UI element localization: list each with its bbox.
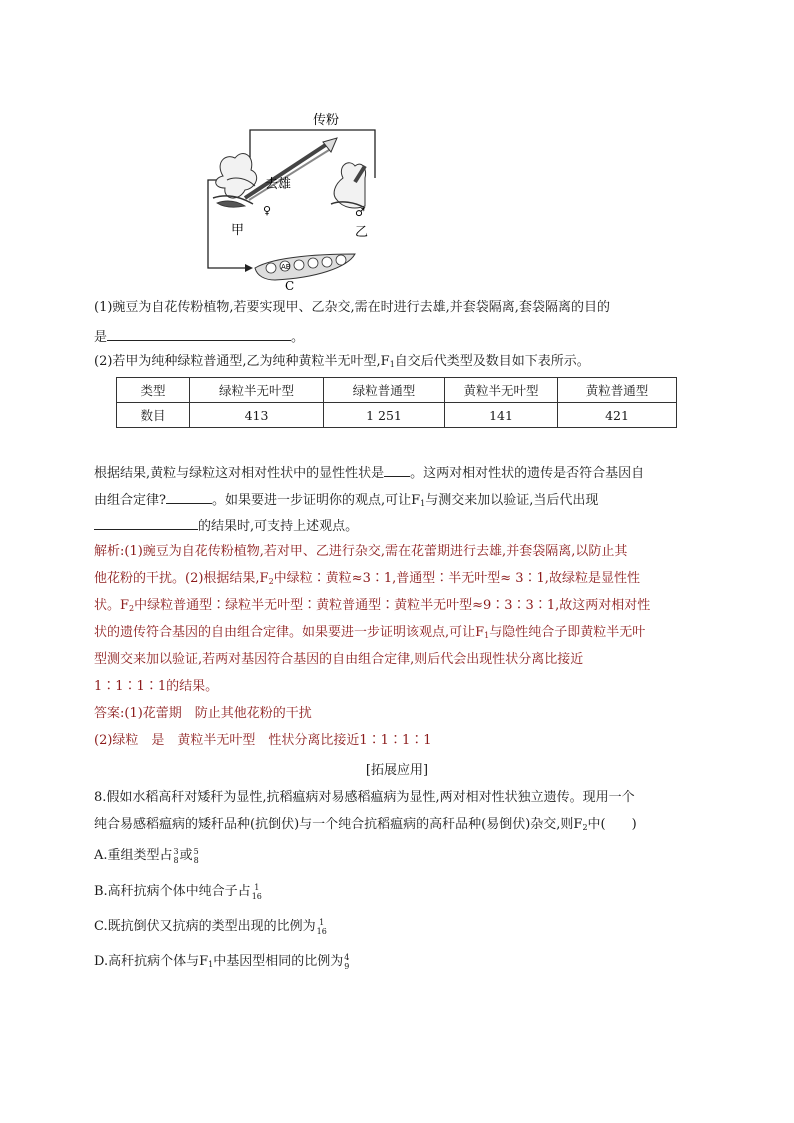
- option-d-sub: 1: [208, 960, 214, 969]
- table-cell: 141: [445, 403, 558, 428]
- fraction: [194, 847, 199, 865]
- analysis-line3-rest: 中绿粒普通型∶绿粒半无叶型∶黄粒普通型∶黄粒半无叶型≈9∶3∶3∶1,故这两对相对性: [134, 598, 651, 613]
- answer-line2: (2)绿粒 是 黄粒半无叶型 性状分离比接近1∶1∶1∶1: [94, 733, 432, 748]
- option-a-text: A.重组类型占: [94, 848, 173, 863]
- label-c: C: [285, 279, 295, 293]
- fraction: [174, 847, 179, 865]
- question-line3: [94, 515, 358, 537]
- fraction-denominator: 8: [173, 855, 179, 865]
- option-c-text: C.既抗倒伏又抗病的类型出现的比例为: [94, 919, 316, 934]
- flower-yi: [331, 163, 366, 208]
- option-d-text-b: 中基因型相同的比例为: [213, 954, 344, 969]
- table-cell: 421: [558, 403, 677, 428]
- fraction: [252, 883, 262, 901]
- question-line2-a: 由组合定律?: [94, 493, 166, 508]
- pea-hybridization-figure: [205, 108, 369, 293]
- fraction-numerator: 4: [344, 952, 350, 962]
- fraction: [317, 918, 327, 936]
- q1-line2: [94, 326, 304, 348]
- table-header-cell: 绿粒半无叶型: [190, 378, 324, 403]
- q8-line2-b: 中( ): [587, 817, 637, 832]
- label-emasculation: 去雄: [265, 177, 292, 192]
- option-b[interactable]: [94, 882, 263, 902]
- question-line1: [94, 462, 644, 484]
- analysis-line2-rest: 中绿粒∶黄粒≈3∶1,普通型∶半无叶型≈ 3∶1,故绿粒是显性性: [273, 571, 640, 586]
- q8-line2-sub: 2: [582, 823, 588, 832]
- option-b-text: B.高秆抗病个体中纯合子占: [94, 884, 251, 899]
- question-line2-b: 。如果要进一步证明你的观点,可让F: [211, 493, 421, 508]
- table-header-cell: 黄粒普通型: [558, 378, 677, 403]
- q2-intro-prefix: (2)若甲为纯种绿粒普通型,乙为纯种黄粒半无叶型,F: [94, 354, 390, 369]
- fraction-denominator: 16: [316, 926, 327, 936]
- arrow-head: [245, 264, 253, 272]
- q2-intro-suffix: 自交后代类型及数目如下表所示。: [394, 354, 590, 369]
- table-cell: 数目: [117, 403, 190, 428]
- male-symbol: ♂: [355, 206, 365, 219]
- label-ab: AB: [281, 263, 291, 271]
- table-header-cell: 类型: [117, 378, 190, 403]
- analysis-line5: 型测交来加以验证,若两对基因符合基因的自由组合定律,则后代会出现性状分离比接近: [94, 652, 584, 667]
- analysis-line3-sub: 2: [129, 604, 135, 613]
- table-header-cell: 绿粒普通型: [324, 378, 445, 403]
- option-a[interactable]: [94, 846, 200, 866]
- q8-line1: 8.假如水稻高秆对矮秆为显性,抗稻瘟病对易感稻瘟病为显性,两对相对性状独立遗传。现用一个: [94, 790, 635, 805]
- label-jia: 甲: [231, 223, 245, 238]
- question-line2-c: 与测交来加以验证,当后代出现: [425, 493, 599, 508]
- fraction-numerator: 1: [319, 917, 325, 927]
- q1-answer-blank[interactable]: [107, 326, 291, 341]
- question-line1-b: 。这两对相对性状的遗传是否符合基因自: [410, 466, 645, 481]
- table-cell: 413: [190, 403, 324, 428]
- table-header-cell: 黄粒半无叶型: [445, 378, 558, 403]
- analysis-line3: [94, 596, 650, 619]
- section-title: [拓展应用]: [365, 763, 429, 778]
- option-d-text-a: D.高秆抗病个体与F: [94, 954, 209, 969]
- question-line3-suffix: 的结果时,可支持上述观点。: [198, 519, 359, 534]
- label-yi: 乙: [355, 225, 369, 240]
- q2-intro: [94, 352, 590, 375]
- question-line2-sub: 1: [420, 499, 426, 508]
- question-line2: [94, 489, 598, 514]
- female-symbol: ♀: [263, 204, 272, 217]
- analysis-line1: 解析:(1)豌豆为自花传粉植物,若对甲、乙进行杂交,需在花蕾期进行去雄,并套袋隔离,以防止其: [94, 544, 628, 559]
- fraction: [344, 953, 349, 971]
- fraction-denominator: 8: [193, 855, 199, 865]
- result-blank[interactable]: [94, 515, 198, 530]
- option-d[interactable]: [94, 952, 350, 975]
- q8-line2: [94, 815, 637, 838]
- independent-assortment-blank[interactable]: [166, 489, 212, 504]
- label-pollination: 传粉: [313, 113, 340, 128]
- results-table: [116, 377, 677, 428]
- q1-line1: (1)豌豆为自花传粉植物,若要实现甲、乙杂交,需在时进行去雄,并套袋隔离,套袋隔离的目的: [94, 300, 610, 315]
- q1-line2-prefix: 是: [94, 330, 108, 345]
- analysis-line4-a: 状的遗传符合基因的自由组合定律。如果要进一步证明该观点,可让F: [94, 625, 485, 640]
- table-header-row: [117, 378, 677, 403]
- answer-line1: 答案:(1)花蕾期 防止其他花粉的干扰: [94, 706, 312, 721]
- fraction-numerator: 5: [193, 846, 199, 856]
- analysis-line2-a: 他花粉的干扰。(2)根据结果,F: [94, 571, 269, 586]
- table-cell: 1 251: [324, 403, 445, 428]
- fraction-denominator: 9: [344, 961, 350, 971]
- q1-line2-suffix: 。: [291, 330, 305, 345]
- analysis-line2-sub: 2: [268, 577, 274, 586]
- fraction-numerator: 1: [254, 882, 260, 892]
- option-c[interactable]: [94, 917, 328, 937]
- analysis-line3-a: 状。F: [94, 598, 130, 613]
- q2-intro-sub: 1: [389, 360, 395, 369]
- option-a-or: 或: [179, 848, 193, 863]
- fraction-denominator: 16: [251, 891, 262, 901]
- analysis-line4: [94, 623, 645, 646]
- fraction-numerator: 3: [173, 846, 179, 856]
- pea-pod: [255, 254, 355, 280]
- dominant-trait-blank[interactable]: [384, 462, 410, 477]
- analysis-line2: [94, 569, 640, 592]
- analysis-line4-rest: 与隐性纯合子即黄粒半无叶: [489, 625, 646, 640]
- question-line1-a: 根据结果,黄粒与绿粒这对相对性状中的显性性状是: [94, 466, 385, 481]
- q8-line2-a: 纯合易感稻瘟病的矮秆品种(抗倒伏)与一个纯合抗稻瘟病的高秆品种(易倒伏)杂交,则F: [94, 817, 583, 832]
- table-row: [117, 403, 677, 428]
- analysis-line4-sub: 1: [484, 631, 490, 640]
- analysis-line6: 1∶1∶1∶1的结果。: [94, 679, 219, 694]
